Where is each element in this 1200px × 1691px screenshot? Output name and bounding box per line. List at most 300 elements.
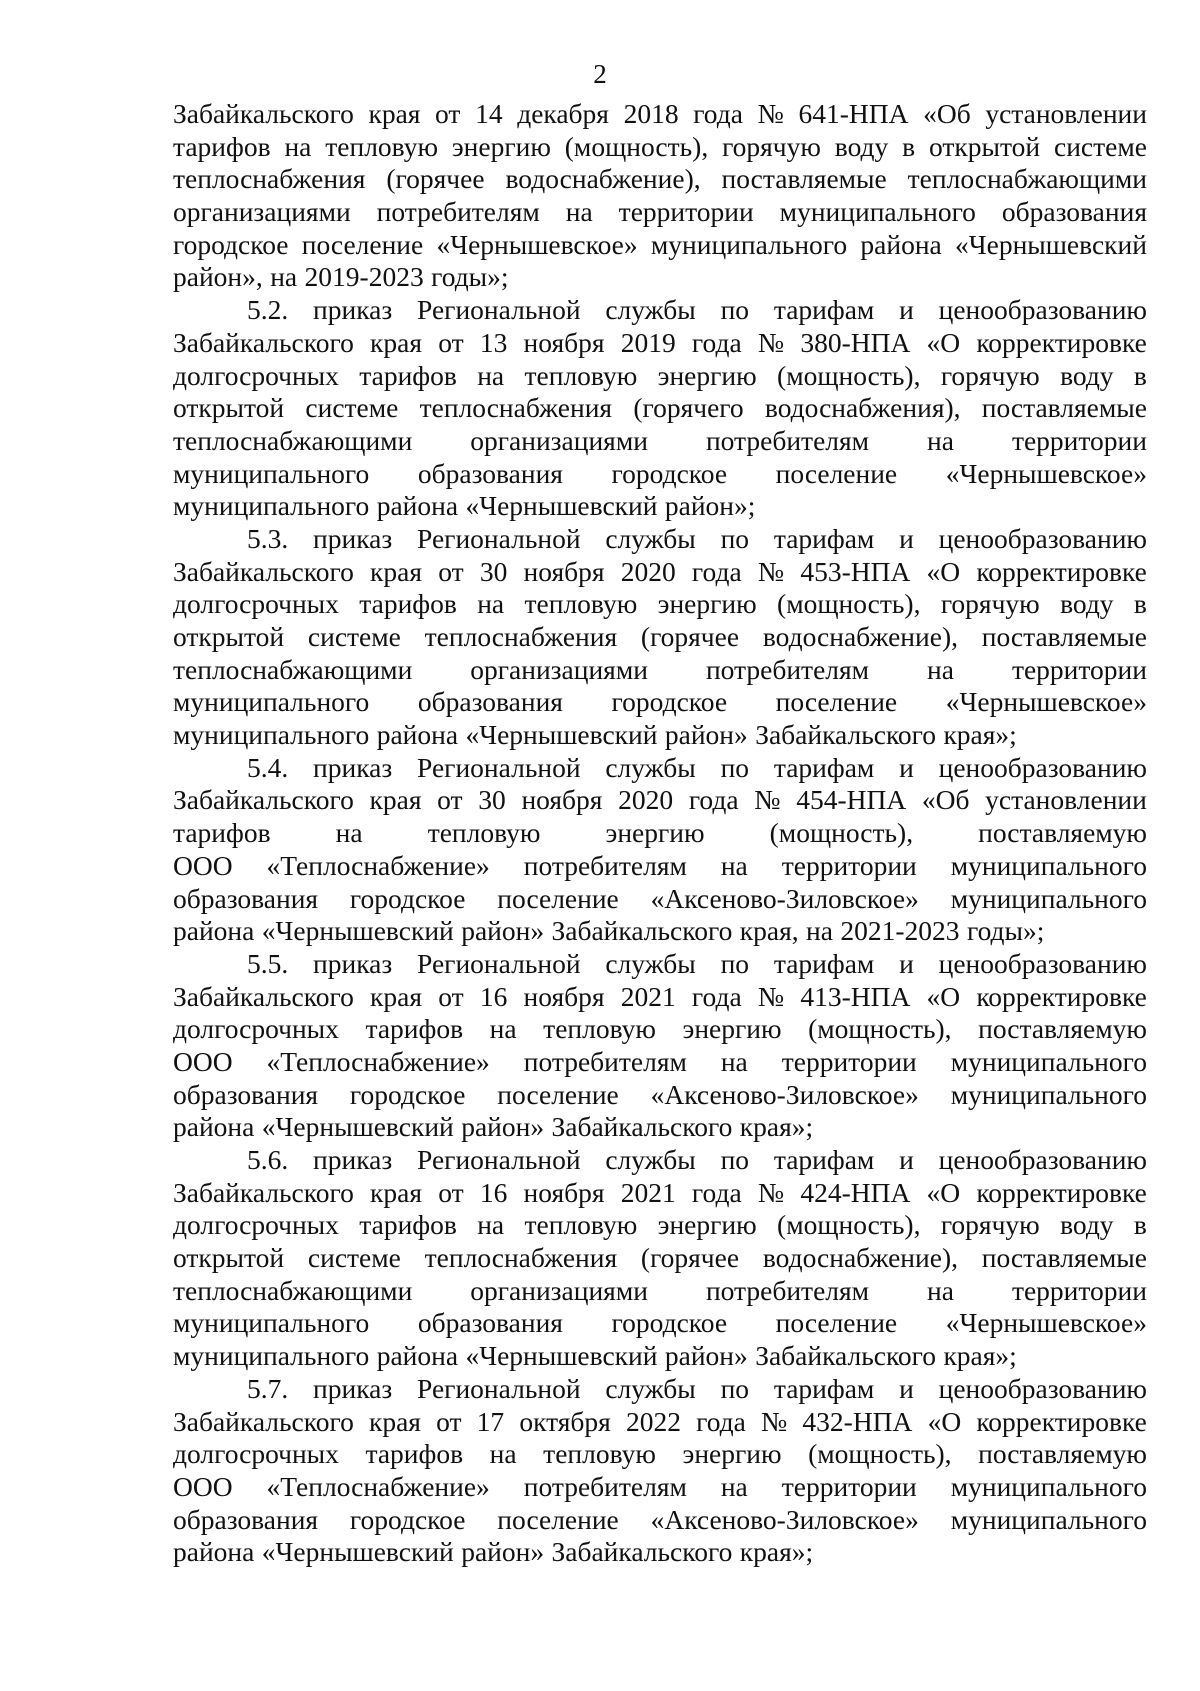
- text-word: образования: [173, 1503, 319, 1535]
- text-word: теплоснабжающими: [173, 1274, 413, 1306]
- text-line: [173, 556, 1147, 589]
- text-word: район»: [664, 719, 748, 751]
- text-word: теплоснабжения: [424, 1242, 618, 1274]
- text-line: [173, 621, 1147, 654]
- text-word: (мощность),: [769, 817, 914, 849]
- text-word: городское: [349, 882, 466, 914]
- text-word: Забайкальского: [551, 915, 733, 947]
- text-word: по: [720, 947, 750, 979]
- text-word: Забайкальского: [173, 784, 354, 816]
- text-word: энергию: [451, 130, 551, 162]
- text-word: Забайкальского: [551, 1111, 733, 1143]
- text-line: [173, 261, 1147, 294]
- text-word: на: [489, 1438, 517, 1470]
- text-word: 30: [479, 555, 508, 587]
- text-word: корректировке: [976, 1176, 1147, 1208]
- text-word: образования: [173, 882, 319, 914]
- text-word: поселение: [775, 686, 898, 718]
- text-word: поставляемую: [978, 1013, 1147, 1045]
- text-word: района: [376, 1340, 459, 1372]
- text-word: ценообразованию: [938, 522, 1147, 554]
- text-word: район»,: [173, 261, 263, 293]
- text-line: [173, 915, 1147, 948]
- text-word: «Чернышевское»: [945, 1307, 1147, 1339]
- text-word: на: [927, 424, 954, 456]
- text-word: поселение: [775, 1307, 898, 1339]
- text-word: 2020: [620, 555, 676, 587]
- text-word: энергию: [657, 588, 757, 620]
- text-word: края»;: [739, 1111, 814, 1143]
- text-word: Региональной: [417, 751, 581, 783]
- text-word: муниципального: [173, 1340, 370, 1372]
- text-word: 453-НПА: [800, 555, 911, 587]
- text-word: «Аксеново-Зиловское»: [650, 1078, 919, 1110]
- text-word: по: [720, 522, 750, 554]
- text-word: 5.5.: [247, 947, 289, 979]
- text-word: ноября: [523, 1176, 605, 1208]
- text-word: поставляемые: [981, 392, 1147, 424]
- text-word: тепловую: [524, 1209, 638, 1241]
- text-line: [173, 1209, 1147, 1242]
- text-line: [173, 523, 1147, 556]
- text-word: поселение: [497, 882, 619, 914]
- text-line: [173, 883, 1147, 916]
- text-word: годы»;: [431, 261, 509, 293]
- text-word: 5.6.: [247, 1144, 289, 1175]
- text-line: [173, 1438, 1147, 1471]
- text-word: ноября: [521, 784, 603, 816]
- text-line: [173, 752, 1147, 785]
- text-word: муниципального: [950, 1078, 1147, 1110]
- text-word: тарифов: [365, 1438, 464, 1470]
- text-word: и: [899, 751, 914, 783]
- text-line: [173, 1111, 1147, 1144]
- text-word: поставляемую: [978, 1438, 1147, 1470]
- text-word: по: [720, 294, 750, 326]
- text-line: [173, 1536, 1147, 1569]
- text-word: муниципального: [950, 1045, 1147, 1077]
- text-line: [173, 981, 1147, 1014]
- text-word: муниципального: [779, 196, 976, 228]
- text-word: корректировке: [976, 980, 1147, 1012]
- text-word: №: [757, 98, 784, 129]
- text-word: по: [720, 1372, 750, 1404]
- text-word: воду: [1060, 588, 1114, 620]
- text-word: (мощность),: [777, 588, 921, 620]
- text-word: «Об: [921, 784, 970, 816]
- text-word: «Теплоснабжение»: [266, 849, 490, 881]
- text-word: 424-НПА: [800, 1176, 911, 1208]
- text-word: в: [1133, 359, 1147, 391]
- text-word: 17: [476, 1405, 505, 1437]
- text-word: муниципального: [173, 719, 370, 751]
- text-word: 413-НПА: [800, 980, 911, 1012]
- text-word: район»: [461, 1536, 545, 1568]
- text-word: теплоснабжающими: [173, 424, 413, 456]
- text-word: района: [860, 228, 942, 260]
- text-word: от: [438, 1176, 464, 1208]
- text-word: долгосрочных: [173, 1013, 339, 1045]
- text-word: 16: [479, 980, 508, 1012]
- text-word: городское: [611, 457, 728, 489]
- text-word: 2020: [618, 784, 674, 816]
- text-word: приказ: [313, 294, 393, 326]
- text-word: службы: [605, 294, 696, 326]
- text-word: тепловую: [524, 359, 638, 391]
- text-word: потребителям: [705, 653, 870, 685]
- text-word: поселение: [497, 1503, 619, 1535]
- text-word: корректировке: [976, 1405, 1147, 1437]
- text-word: «Об: [923, 98, 971, 129]
- text-word: приказ: [313, 1372, 393, 1404]
- text-word: от: [436, 1405, 462, 1437]
- text-word: район»: [664, 1340, 748, 1372]
- text-word: тарифов: [359, 1209, 457, 1241]
- text-word: ООО: [173, 1045, 233, 1077]
- text-word: на: [477, 1209, 505, 1241]
- text-line: [173, 817, 1147, 850]
- text-word: (горячее: [640, 1242, 740, 1274]
- text-word: муниципального: [173, 457, 370, 489]
- text-word: Региональной: [417, 294, 581, 326]
- text-word: образования: [417, 457, 563, 489]
- text-word: теплоснабжения: [173, 163, 366, 195]
- text-word: службы: [605, 1144, 696, 1175]
- text-line: [173, 490, 1147, 523]
- text-word: «О: [926, 326, 961, 358]
- text-word: Региональной: [417, 1144, 581, 1175]
- text-word: территории: [1011, 653, 1147, 685]
- text-word: тепловую: [543, 1438, 656, 1470]
- text-word: тарифам: [773, 1372, 875, 1404]
- text-word: годы»;: [966, 915, 1045, 947]
- text-word: 380-НПА: [800, 326, 911, 358]
- text-line: [173, 360, 1147, 393]
- text-word: системе: [307, 1242, 401, 1274]
- text-word: муниципального: [650, 228, 848, 260]
- text-word: теплоснабжающими: [173, 653, 413, 685]
- text-word: края»;: [943, 719, 1017, 751]
- text-word: на: [927, 653, 954, 685]
- text-word: воду: [1060, 1209, 1114, 1241]
- text-line: [173, 784, 1147, 817]
- text-word: на: [806, 915, 833, 947]
- text-word: потребителям: [705, 424, 870, 456]
- text-word: «О: [926, 555, 961, 587]
- text-word: 2021-2023: [840, 915, 960, 947]
- text-word: муниципального: [950, 849, 1147, 881]
- text-word: «Чернышевский: [954, 228, 1147, 260]
- text-word: службы: [605, 751, 696, 783]
- text-word: тарифам: [773, 294, 875, 326]
- text-word: от: [437, 784, 463, 816]
- text-word: года: [691, 555, 742, 587]
- text-word: «О: [927, 1405, 962, 1437]
- text-word: открытой: [173, 1242, 285, 1274]
- text-word: 2018: [623, 98, 679, 129]
- text-word: приказ: [313, 522, 393, 554]
- text-word: на: [477, 588, 505, 620]
- text-word: тарифам: [773, 1144, 875, 1175]
- text-word: края: [369, 784, 422, 816]
- text-word: территории: [1011, 1274, 1147, 1306]
- text-word: энергию: [605, 817, 705, 849]
- text-word: Забайкальского: [551, 1536, 733, 1568]
- text-word: городское: [611, 686, 728, 718]
- text-line: [173, 1307, 1147, 1340]
- text-word: края: [370, 555, 422, 587]
- text-line: [173, 98, 1147, 131]
- text-word: ценообразованию: [938, 294, 1147, 326]
- text-word: (мощность),: [808, 1438, 952, 1470]
- text-word: от: [435, 98, 461, 129]
- text-word: «О: [926, 980, 961, 1012]
- text-word: службы: [605, 522, 696, 554]
- text-word: ценообразованию: [938, 947, 1147, 979]
- text-word: долгосрочных: [173, 1438, 339, 1470]
- text-word: «Теплоснабжение»: [266, 1470, 490, 1502]
- text-word: Забайкальского: [755, 1340, 937, 1372]
- text-word: декабря: [517, 98, 609, 129]
- text-word: образования: [417, 686, 563, 718]
- text-word: «Чернышевское»: [436, 228, 638, 260]
- text-word: «Чернышевский: [465, 1340, 658, 1372]
- text-word: на: [284, 130, 312, 162]
- text-word: края,: [739, 915, 799, 947]
- text-word: приказ: [313, 751, 393, 783]
- text-word: энергию: [682, 1438, 782, 1470]
- text-word: года: [691, 1176, 742, 1208]
- text-word: года: [688, 784, 739, 816]
- text-word: энергию: [657, 1209, 757, 1241]
- document-body: [173, 98, 1147, 1569]
- text-word: поставляемые: [721, 163, 887, 195]
- text-word: муниципального: [173, 490, 370, 522]
- text-word: водоснабжение),: [762, 621, 958, 652]
- text-word: (горячего: [633, 392, 744, 424]
- text-word: городское: [349, 1503, 466, 1535]
- text-line: [173, 425, 1147, 458]
- text-word: открытой: [929, 130, 1041, 162]
- text-word: приказ: [313, 947, 393, 979]
- text-word: Забайкальского: [755, 719, 937, 751]
- text-word: №: [757, 980, 785, 1012]
- text-word: №: [761, 1405, 788, 1437]
- text-word: теплоснабжения: [424, 621, 618, 652]
- text-word: №: [754, 784, 781, 816]
- text-word: территории: [781, 1045, 917, 1077]
- text-word: долгосрочных: [173, 359, 339, 391]
- text-word: службы: [605, 947, 696, 979]
- text-word: ноября: [523, 980, 605, 1012]
- text-word: 2021: [620, 1176, 676, 1208]
- text-word: горячую: [940, 588, 1040, 620]
- text-line: [173, 850, 1147, 883]
- text-word: на: [270, 261, 298, 293]
- text-word: поселение: [497, 1078, 619, 1110]
- text-word: тарифов: [359, 588, 457, 620]
- text-word: системе: [305, 392, 399, 424]
- text-line: [173, 1013, 1147, 1046]
- text-word: (мощность),: [564, 130, 709, 162]
- text-word: Региональной: [417, 947, 581, 979]
- text-word: образования: [417, 1307, 563, 1339]
- text-word: края: [368, 98, 421, 129]
- text-word: организациями: [173, 196, 351, 228]
- text-word: района: [173, 1111, 255, 1143]
- text-line: [173, 131, 1147, 164]
- text-word: горячую: [940, 1209, 1040, 1241]
- text-word: 2019-2023: [304, 261, 424, 293]
- text-word: организациями: [470, 1274, 648, 1306]
- text-line: [173, 1406, 1147, 1439]
- text-word: «Чернышевский: [465, 719, 658, 751]
- text-word: района: [376, 719, 459, 751]
- text-word: долгосрочных: [173, 1209, 339, 1241]
- text-word: муниципального: [950, 882, 1147, 914]
- text-word: октября: [519, 1405, 611, 1437]
- text-word: (мощность),: [777, 1209, 921, 1241]
- text-word: воду: [1060, 359, 1114, 391]
- text-word: муниципального: [950, 1470, 1147, 1502]
- text-word: ноября: [523, 326, 605, 358]
- text-word: образования: [173, 1078, 319, 1110]
- text-word: «Аксеново-Зиловское»: [650, 882, 919, 914]
- text-word: Забайкальского: [173, 555, 354, 587]
- text-word: тарифов: [365, 1013, 464, 1045]
- text-word: края: [370, 326, 422, 358]
- text-word: тарифов: [173, 130, 271, 162]
- text-word: края: [368, 1405, 421, 1437]
- page-number: 2: [593, 59, 607, 89]
- text-word: потребителям: [376, 196, 540, 228]
- text-word: район»;: [664, 490, 756, 522]
- text-word: поставляемые: [981, 621, 1147, 652]
- text-word: системе: [1054, 130, 1147, 162]
- text-word: тарифов: [359, 359, 457, 391]
- text-word: 5.3.: [247, 522, 289, 554]
- text-word: и: [899, 947, 914, 979]
- text-word: территории: [618, 196, 754, 228]
- text-word: горячую: [940, 359, 1040, 391]
- text-word: в: [1133, 588, 1147, 620]
- text-line: [173, 196, 1147, 229]
- text-word: Региональной: [417, 1372, 581, 1404]
- text-word: тепловую: [524, 588, 638, 620]
- text-word: края: [370, 980, 422, 1012]
- text-word: поселение: [775, 457, 898, 489]
- text-word: тарифам: [773, 947, 875, 979]
- text-word: энергию: [657, 359, 757, 391]
- text-word: корректировке: [976, 555, 1147, 587]
- text-word: №: [757, 1176, 785, 1208]
- text-word: на: [927, 1274, 954, 1306]
- text-word: образования: [1001, 196, 1147, 228]
- text-word: в: [902, 130, 916, 162]
- text-word: по: [720, 1144, 750, 1175]
- text-word: на: [477, 359, 505, 391]
- text-word: энергию: [682, 1013, 782, 1045]
- text-word: (мощность),: [808, 1013, 952, 1045]
- text-word: 13: [479, 326, 508, 358]
- text-line: [173, 1079, 1147, 1112]
- text-word: территории: [1011, 424, 1147, 456]
- text-word: «Чернышевское»: [945, 686, 1147, 718]
- text-word: водоснабжение),: [505, 163, 701, 195]
- text-word: края»;: [739, 1536, 814, 1568]
- text-word: муниципального: [950, 1503, 1147, 1535]
- text-line: [173, 1242, 1147, 1275]
- text-word: организациями: [470, 424, 648, 456]
- text-word: открытой: [173, 392, 285, 424]
- text-word: водоснабжения),: [764, 392, 961, 424]
- text-word: горячую: [722, 130, 821, 162]
- text-word: года: [691, 326, 742, 358]
- text-line: [173, 1046, 1147, 1079]
- text-word: на: [335, 817, 363, 849]
- text-word: и: [899, 1372, 914, 1404]
- text-word: 2022: [625, 1405, 681, 1437]
- text-word: воду: [834, 130, 889, 162]
- text-word: 641-НПА: [798, 98, 909, 129]
- text-word: городское: [611, 1307, 728, 1339]
- text-line: [173, 588, 1147, 621]
- text-word: район»: [461, 1111, 545, 1143]
- text-word: ценообразованию: [938, 1144, 1147, 1175]
- text-word: по: [720, 751, 750, 783]
- text-word: Забайкальского: [173, 1405, 354, 1437]
- text-word: «Теплоснабжение»: [266, 1045, 490, 1077]
- text-word: 432-НПА: [802, 1405, 913, 1437]
- text-word: 14: [475, 98, 503, 129]
- text-word: (мощность),: [777, 359, 921, 391]
- text-word: тарифам: [773, 522, 875, 554]
- text-word: (горячее: [640, 621, 740, 652]
- text-word: 5.2.: [247, 294, 289, 326]
- text-line: [173, 1373, 1147, 1406]
- text-word: Забайкальского: [173, 98, 354, 129]
- text-word: городское: [349, 1078, 466, 1110]
- text-word: приказ: [313, 1144, 393, 1175]
- text-word: системе: [307, 621, 401, 652]
- text-word: на: [489, 1013, 517, 1045]
- text-line: [173, 458, 1147, 491]
- text-line: [173, 294, 1147, 327]
- text-word: от: [438, 326, 464, 358]
- text-line: [173, 327, 1147, 360]
- text-word: на: [720, 1470, 748, 1502]
- text-word: края: [370, 1176, 422, 1208]
- text-word: тепловую: [427, 817, 541, 849]
- text-word: Региональной: [417, 522, 581, 554]
- text-word: ноября: [523, 555, 605, 587]
- text-word: службы: [605, 1372, 696, 1404]
- text-word: и: [899, 1144, 914, 1175]
- text-word: тепловую: [325, 130, 439, 162]
- text-line: [173, 392, 1147, 425]
- text-line: [173, 1471, 1147, 1504]
- text-word: 454-НПА: [796, 784, 907, 816]
- text-word: года: [693, 98, 743, 129]
- text-word: района: [173, 1536, 255, 1568]
- text-word: ценообразованию: [938, 751, 1147, 783]
- text-word: муниципального: [173, 686, 370, 718]
- text-word: района: [173, 915, 255, 947]
- text-word: ООО: [173, 1470, 233, 1502]
- text-word: на: [565, 196, 593, 228]
- text-line: [173, 163, 1147, 196]
- text-word: муниципального: [173, 1307, 370, 1339]
